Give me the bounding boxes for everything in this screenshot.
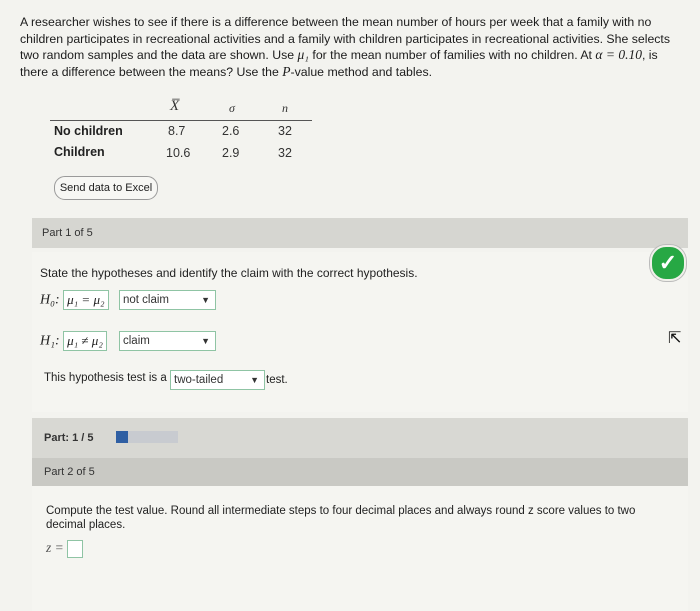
progress-label: Part: 1 / 5 [44,432,94,444]
z-value-input[interactable] [67,540,83,558]
h0-row [40,290,109,312]
cell-mean: 8.7 [168,124,186,138]
checkmark-icon: ✓ [650,245,686,281]
cell-sigma: 2.6 [222,124,240,138]
test-type-line: This hypothesis test is a [44,372,167,384]
progress-strip [32,418,688,458]
row-label-children: Children [54,145,105,159]
h0-claim-dropdown[interactable] [119,290,216,310]
test-type-value: two-tailed [174,374,224,386]
mouse-cursor-icon: ⇱ [668,330,682,347]
dropdown-arrow-icon: ▼ [201,295,210,305]
cell-sigma: 2.9 [222,146,240,160]
cell-n: 32 [278,146,292,160]
progress-bar [116,431,178,443]
h0-label: H₀: [40,292,60,308]
h1-row [40,331,107,353]
h1-claim-dropdown[interactable] [119,331,216,351]
header-mean: X̅ [170,98,180,114]
progress-bar-fill [116,431,128,443]
question-text: A researcher wishes to see if there is a difference between the mean number of hours per week that a family with no children participates in recreational activities and a family with children participates in recreational activities. She selects two random samples and the data are shown. Use μ₁ for the mean number of families with no children. At α = 0.10, is there a difference between the means? Use the P-value method and tables. [20,15,670,79]
test-type-dropdown[interactable] [170,370,265,390]
send-to-excel-button[interactable]: Send data to Excel [54,176,158,200]
h1-expression-box[interactable]: μ₁ ≠ μ₂ [63,331,107,351]
part2-header [32,458,688,486]
z-input-row [46,540,83,558]
alpha-value: α = 0.10 [595,47,642,62]
header-n: n [282,101,288,115]
part1-header [32,218,688,248]
header-sigma: σ [229,101,235,115]
dropdown-arrow-icon: ▼ [250,375,259,385]
h1-label: H₁: [40,333,60,349]
h0-expression-box[interactable]: μ₁ = μ₂ [63,290,108,310]
cell-n: 32 [278,124,292,138]
z-label: z = [46,540,64,556]
dropdown-arrow-icon: ▼ [201,336,210,346]
part1-title: Part 1 of 5 [42,227,93,239]
test-suffix: test. [266,374,288,386]
header-divider [50,120,312,121]
row-label-no-children: No children [54,124,123,138]
mu1-symbol: μ₁ [297,47,309,62]
part1-statement: State the hypotheses and identify the claim with the correct hypothesis. [40,266,418,280]
cell-mean: 10.6 [166,146,191,160]
part2-instruction: Compute the test value. Round all intermediate steps to four decimal places and always round z score values to two decimal places. [46,505,636,531]
h0-claim-value: not claim [123,294,170,306]
h1-claim-value: claim [123,335,150,347]
part2-title: Part 2 of 5 [44,466,95,478]
